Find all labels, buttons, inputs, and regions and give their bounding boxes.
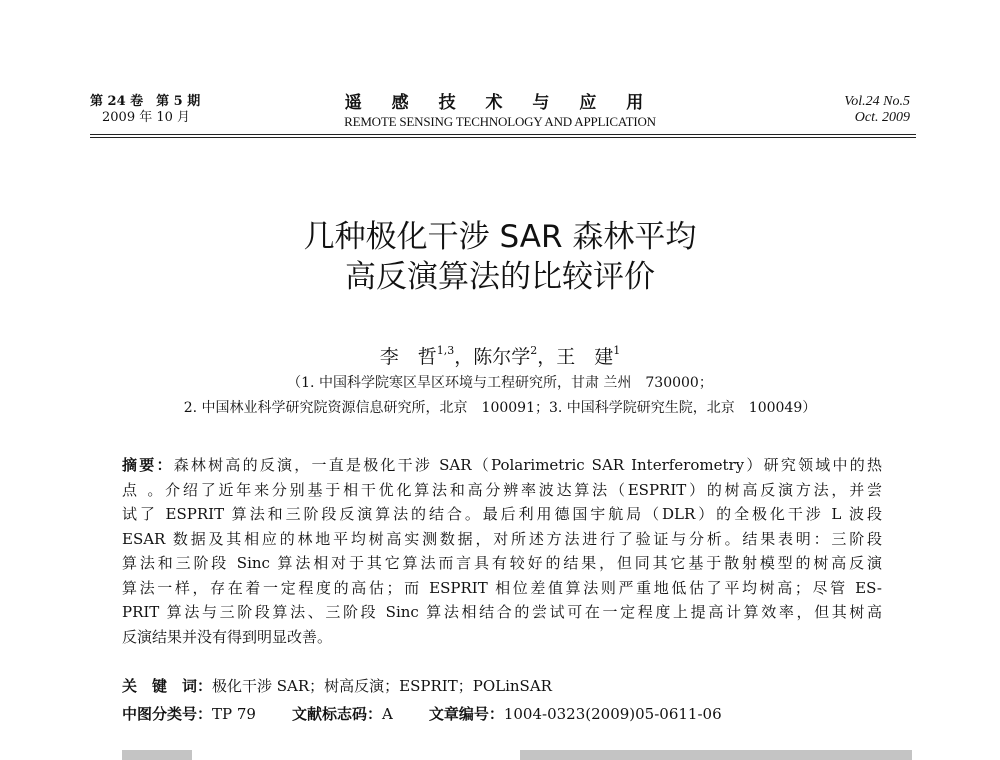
paper-title-line-1: 几种极化干涉 SAR 森林平均	[303, 219, 697, 255]
author-name: ，陈尔学	[454, 346, 531, 368]
clc-value: TP 79	[212, 705, 256, 723]
abstract-label: 摘要：	[122, 456, 174, 474]
journal-name-en: REMOTE SENSING TECHNOLOGY AND APPLICATION	[344, 114, 656, 129]
author-affil-mark: 2	[530, 344, 538, 357]
journal-name-cn: 遥 感 技 术 与 应 用	[344, 93, 656, 113]
paper-title-line-2: 高反演算法的比较评价	[345, 259, 655, 295]
author-list	[0, 338, 1000, 370]
keywords-label: 关 键 词：	[122, 677, 213, 695]
abstract-line: 算法和三阶段 Sinc 算法相对于其它算法而言具有较好的结果，但同其它基于散射模型的树高反演	[122, 554, 882, 572]
abstract-line	[122, 453, 882, 478]
cropped-text-fragment	[122, 750, 192, 760]
abstract-line: ESAR 数据及其相应的林地平均树高实测数据，对所述方法进行了验证与分析。结果表明：三阶段	[122, 529, 882, 548]
abstract-line: 点 。介绍了近年来分别基于相干优化算法和高分辨率波达算法（ESPRIT）的树高反演方法，并尝	[122, 480, 882, 499]
keywords-value: 极化干涉 SAR；树高反演；ESPRIT；POLinSAR	[212, 677, 552, 695]
abstract-block	[122, 453, 882, 649]
date-cn: 2009 年 10 月	[102, 110, 191, 125]
abstract-line: 反演结果并没有得到明显改善。	[122, 627, 333, 646]
abstract-line: PRIT 算法与三阶段算法、三阶段 Sinc 算法相结合的尝试可在一定程度上提高计算效率，但其树高	[122, 603, 882, 621]
abstract-line: 试了 ESPRIT 算法和三阶段反演算法的结合。最后利用德国宇航局（DLR）的全极化干涉 L 波段	[122, 505, 882, 523]
author-name: ，王 建	[537, 346, 614, 368]
author-affil-mark: 1,3	[436, 344, 455, 357]
doc-code-label: 文献标志码：	[291, 705, 382, 723]
volume-issue-en: Vol.24 No.5	[844, 94, 910, 109]
article-number-label: 文章编号：	[428, 705, 504, 723]
author-name: 李 哲	[379, 346, 437, 368]
clc-label: 中图分类号：	[122, 705, 213, 723]
date-en: Oct. 2009	[854, 110, 910, 125]
cropped-text-fragment	[520, 750, 912, 760]
doc-code-value: A	[381, 705, 393, 723]
keywords-line	[122, 674, 552, 698]
header-rule-top	[90, 134, 916, 135]
abstract-text: 森林树高的反演，一直是极化干涉 SAR（Polarimetric SAR Interferometry）研究领域中的热	[173, 456, 882, 474]
header-rule-bottom	[90, 137, 916, 138]
journal-volume-en-block	[844, 94, 910, 126]
volume-issue-cn: 第 24 卷 第 5 期	[90, 94, 201, 109]
author-affil-mark: 1	[613, 344, 621, 357]
affiliation-line-2: 2. 中国林业科学研究院资源信息研究所，北京 100091；3. 中国科学院研究生院，北京 100049）	[183, 400, 817, 416]
article-number-value: 1004-0323(2009)05-0611-06	[503, 705, 722, 723]
classification-line	[122, 702, 722, 726]
abstract-line: 算法一样，存在着一定程度的高估；而 ESPRIT 相位差值算法则严重地低估了平均树高；尽管 ES-	[122, 578, 882, 597]
affiliation-line-1: （1. 中国科学院寒区旱区环境与工程研究所，甘肃 兰州 730000；	[287, 375, 713, 391]
